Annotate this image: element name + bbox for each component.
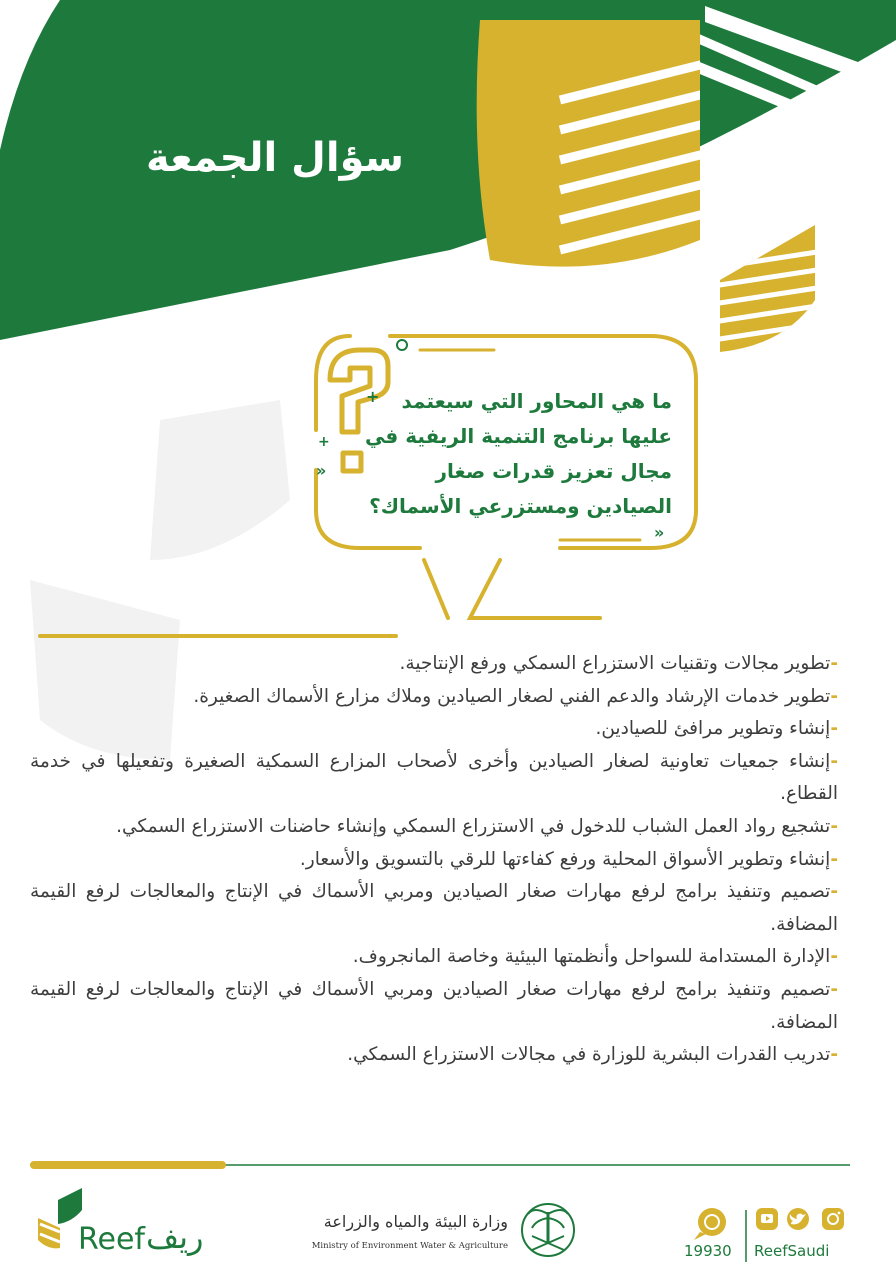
ministry-name-english: Ministry of Environment Water & Agriculture — [311, 1241, 508, 1251]
bullet-dash: - — [830, 881, 838, 903]
answer-item — [30, 648, 838, 681]
gold-leaf-large — [477, 20, 720, 267]
svg-text:+: + — [318, 434, 330, 450]
ministry-name-arabic: وزارة البيئة والمياه والزراعة — [323, 1212, 508, 1231]
bullet-dash: - — [830, 718, 838, 740]
answer-text: تشجيع رواد العمل الشباب للدخول في الاستزراع السمكي وإنشاء حاضنات الاستزراع السمكي. — [116, 815, 831, 837]
youtube-icon — [756, 1208, 778, 1230]
answer-item — [30, 713, 838, 746]
footer-accent-bar — [30, 1161, 226, 1169]
bullet-dash: - — [830, 978, 838, 1000]
question-line: ما هي المحاور التي سيعتمد — [401, 389, 672, 413]
answer-item — [30, 941, 838, 974]
brand-arabic: ريف — [146, 1218, 204, 1256]
answer-text: تطوير مجالات وتقنيات الاستزراع السمكي ورفع الإنتاجية. — [399, 653, 831, 674]
instagram-icon — [822, 1208, 844, 1230]
bullet-dash: - — [830, 946, 838, 968]
bullet-dash: - — [830, 815, 838, 837]
answer-text: إنشاء جمعيات تعاونية لصغار الصيادين وأخرى لأصحاب المزارع السمكية الصغيرة وتفعيلها في خدمة القطاع. — [30, 750, 838, 805]
hotline-chat-icon — [694, 1208, 726, 1240]
answer-item — [30, 974, 838, 1039]
reef-logo-icon — [38, 1188, 82, 1248]
answer-text: إنشاء وتطوير الأسواق المحلية ورفع كفاءتها للرقي بالتسويق والأسعار. — [299, 848, 831, 870]
question-line: الصيادين ومستزرعي الأسماك؟ — [369, 494, 672, 518]
answer-list — [30, 648, 838, 1072]
svg-text:»: » — [316, 461, 327, 480]
answer-item — [30, 746, 838, 811]
gold-leaf-small — [700, 225, 830, 352]
bullet-dash: - — [830, 750, 838, 772]
social-handle[interactable]: ReefSaudi — [754, 1242, 830, 1260]
bullet-dash: - — [830, 685, 838, 707]
answer-item — [30, 811, 838, 844]
brand-english: Reef — [78, 1222, 145, 1257]
answer-text: تدريب القدرات البشرية للوزارة في مجالات الاستزراع السمكي. — [347, 1044, 831, 1066]
twitter-icon — [787, 1208, 809, 1230]
question-line: مجال تعزيز قدرات صغار — [435, 459, 672, 483]
answer-text: تصميم وتنفيذ برامج لرفع مهارات صغار الصيادين ومربي الأسماك في الإنتاج والمعالجات لرفع القيمة المضافة. — [30, 881, 838, 935]
answer-text: تطوير خدمات الإرشاد والدعم الفني لصغار الصيادين وملاك مزارع الأسماك الصغيرة. — [193, 685, 831, 707]
answer-item — [30, 681, 838, 714]
question-line: عليها برنامج التنمية الريفية في — [364, 424, 672, 448]
answer-text: إنشاء وتطوير مرافئ للصيادين. — [595, 718, 831, 740]
answer-item — [30, 1039, 838, 1072]
hotline-number: 19930 — [684, 1242, 732, 1260]
question-text — [360, 384, 672, 524]
bullet-dash: - — [830, 653, 838, 674]
answer-text: الإدارة المستدامة للسواحل وأنظمتها البيئية وخاصة المانجروف. — [352, 946, 831, 968]
answer-text: تصميم وتنفيذ برامج لرفع مهارات صغار الصيادين ومربي الأسماك في الإنتاج والمعالجات لرفع القيمة المضافة. — [30, 978, 838, 1033]
page-title: سؤال الجمعة — [146, 135, 404, 181]
bullet-dash: - — [830, 1044, 838, 1066]
svg-text:»: » — [654, 523, 665, 542]
bullet-dash: - — [830, 848, 838, 870]
answer-item — [30, 844, 838, 877]
svg-text:+: + — [366, 387, 380, 406]
answer-item — [30, 876, 838, 941]
ministry-emblem-icon — [522, 1204, 574, 1256]
